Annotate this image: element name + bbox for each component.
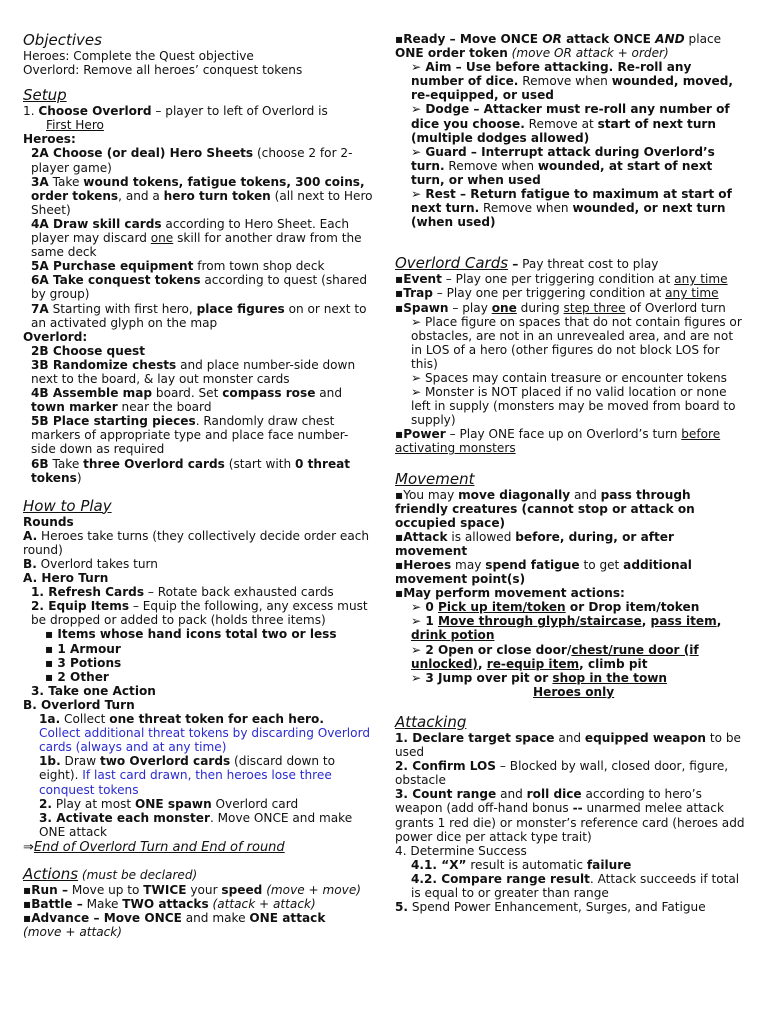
overlord-turn-2: 2. Play at most ONE spawn Overlord card	[39, 796, 299, 811]
setup-4a: 4A Draw skill cards according to Hero Sheet. Each player may discard one skill for another draw from the same deck	[31, 216, 362, 260]
left-column	[23, 0, 373, 939]
setup-3a: 3A Take wound tokens, fatigue tokens, 300 coins, order tokens, and a hero turn token (all next to Hero Sheet)	[31, 174, 373, 217]
action-ready: ▪Ready – Move ONCE OR attack ONCE AND place ONE order token (move OR attack + order)	[395, 32, 722, 61]
spawn-rule-2: ➢ Spaces may contain treasure or encounter tokens	[411, 370, 727, 385]
movement-rule-1: ▪You may move diagonally and pass through friendly creatures (cannot stop or attack on occupied space)	[395, 487, 695, 530]
setup-step-1: 1. Choose Overlord – player to left of Overlord is First Hero	[23, 104, 328, 133]
objectives-heading: Objectives	[23, 31, 102, 49]
items-rule: ▪ Items whose hand icons total two or less	[45, 627, 337, 642]
card-trap: ▪Trap – Play one per triggering condition at any time	[395, 286, 719, 301]
setup-3b: 3B Randomize chests and place number-side down next to the board, & lay out monster cards	[31, 357, 356, 386]
attack-step-1: 1. Declare target space and equipped weapon to be used	[395, 730, 741, 760]
overlord-cards-heading: Overlord Cards	[395, 254, 509, 273]
attack-step-4: 4. Determine Success	[395, 843, 527, 858]
hero-turn-3: 3. Take one Action	[31, 683, 156, 698]
overlord-label: Overlord:	[23, 329, 88, 344]
card-event: ▪Event – Play one per triggering condition at any time	[395, 272, 728, 287]
action-advance: ▪Advance – Move ONCE and make ONE attack (move + attack)	[23, 911, 326, 940]
setup-heading: Setup	[23, 86, 67, 105]
movement-rule-3: ▪Heroes may spend fatigue to get additional movement point(s)	[395, 558, 692, 587]
round-a: A. Heroes take turns (they collectively decide order each round)	[23, 528, 370, 557]
setup-2a: 2A Choose (or deal) Hero Sheets (choose 2 for 2-player game)	[31, 146, 353, 175]
overlord-turn-3: 3. Activate each monster. Move ONCE and make ONE attack	[39, 810, 353, 839]
setup-5b: 5B Place starting pieces. Randomly draw chest markers of appropriate type and place face number-side down as required	[31, 414, 349, 457]
items-armour: ▪ 1 Armour	[45, 641, 121, 656]
setup-7a: 7A Starting with first hero, place figures on or next to an activated glyph on the map	[31, 301, 367, 330]
spawn-rule-3: ➢ Monster is NOT placed if no valid location or none left in supply (monsters may be moved from board to supply)	[411, 385, 736, 428]
card-power: ▪Power – Play ONE face up on Overlord’s turn before activating monsters	[395, 427, 721, 456]
objective-overlord: Overlord: Remove all heroes’ conquest tokens	[23, 63, 303, 78]
how-to-play-heading: How to Play	[23, 496, 112, 515]
heroes-label: Heroes:	[23, 132, 76, 147]
order-guard: ➢ Guard – Interrupt attack during Overlord’s turn. Remove when wounded, at start of next turn, or when used	[411, 144, 715, 187]
setup-4b: 4B Assemble map board. Set compass rose and town marker near the board	[31, 386, 343, 415]
setup-6b: 6B Take three Overlord cards (start with 0 threat tokens)	[31, 456, 351, 485]
hero-turn-1: 1. Refresh Cards – Rotate back exhausted cards	[31, 585, 334, 600]
attack-step-4-2: 4.2. Compare range result. Attack succeeds if total is equal to or greater than range	[411, 871, 740, 900]
order-rest: ➢ Rest – Return fatigue to maximum at start of next turn. Remove when wounded, or next turn (when used)	[411, 187, 732, 230]
action-battle: ▪Battle – Make TWO attacks (attack + attack)	[23, 897, 316, 912]
attack-step-3: 3. Count range and roll dice according to hero’s weapon (add off-hand bonus -- unarmed melee attack grants 1 red die) or monster’s reference card (heroes add power dice per attack type trait)	[395, 787, 745, 844]
overlord-turn-1b: 1b. Draw two Overlord cards (discard down to eight). If last card drawn, then heroes lose three conquest tokens	[39, 754, 336, 797]
overlord-cards-heading-line: Overlord Cards – Pay threat cost to play	[395, 254, 659, 273]
move-action-2: ➢ 2 Open or close door/chest/rune door (if unlocked), re-equip item, climb pit	[411, 642, 699, 671]
rounds-label: Rounds	[23, 514, 74, 529]
overlord-turn-1a: 1a. Collect one threat token for each hero. Collect additional threat tokens by discarding Overlord cards (always and at any time)	[39, 712, 371, 755]
setup-2b: 2B Choose quest	[31, 343, 146, 358]
hero-turn-label: A. Hero Turn	[23, 571, 109, 586]
hero-turn-2: 2. Equip Items – Equip the following, any excess must be dropped or added to pack (holds three items)	[31, 599, 368, 628]
move-action-3: ➢ 3 Jump over pit or shop in the town Heroes only	[411, 670, 668, 699]
move-action-0: ➢ 0 Pick up item/token or Drop item/token	[411, 600, 700, 615]
double-arrow-icon: ⇒	[23, 839, 34, 855]
card-spawn: ▪Spawn – play one during step three of Overlord turn	[395, 300, 726, 315]
attack-step-4-1: 4.1. “X” result is automatic failure	[411, 857, 632, 872]
actions-heading: Actions	[23, 864, 79, 883]
order-dodge: ➢ Dodge – Attacker must re-roll any number of dice you choose. Remove at start of next turn (multiple dodges allowed)	[411, 102, 730, 145]
right-column	[395, 0, 747, 914]
attacking-heading: Attacking	[395, 712, 467, 731]
end-of-round: ⇒End of Overlord Turn and End of round	[23, 839, 285, 855]
objective-heroes: Heroes: Complete the Quest objective	[23, 49, 254, 63]
movement-heading: Movement	[395, 469, 475, 488]
action-run: ▪Run – Move up to TWICE your speed (move + move)	[23, 882, 362, 897]
items-other: ▪ 2 Other	[45, 669, 109, 684]
movement-rule-4: ▪May perform movement actions:	[395, 586, 625, 601]
items-potions: ▪ 3 Potions	[45, 655, 122, 670]
round-b: B. Overlord takes turn	[23, 557, 158, 571]
overlord-turn-label: B. Overlord Turn	[23, 697, 135, 712]
spawn-rule-1: ➢ Place figure on spaces that do not contain figures or obstacles, are not in an unrevealed area, and are not in LOS of a hero (other figures do not block LOS for this)	[411, 314, 742, 371]
attack-step-5: 5. Spend Power Enhancement, Surges, and Fatigue	[395, 900, 706, 915]
movement-rule-2: ▪Attack is allowed before, during, or after movement	[395, 529, 674, 558]
order-aim: ➢ Aim – Use before attacking. Re-roll any number of dice. Remove when wounded, moved, re-equipped, or used	[411, 60, 733, 103]
actions-heading-line: Actions (must be declared)	[23, 864, 198, 883]
attack-step-2: 2. Confirm LOS – Blocked by wall, closed door, figure, obstacle	[395, 759, 729, 788]
move-action-1: ➢ 1 Move through glyph/staircase, pass item, drink potion	[411, 614, 722, 643]
setup-6a: 6A Take conquest tokens according to quest (shared by group)	[31, 273, 368, 302]
setup-5a: 5A Purchase equipment from town shop deck	[31, 259, 325, 274]
